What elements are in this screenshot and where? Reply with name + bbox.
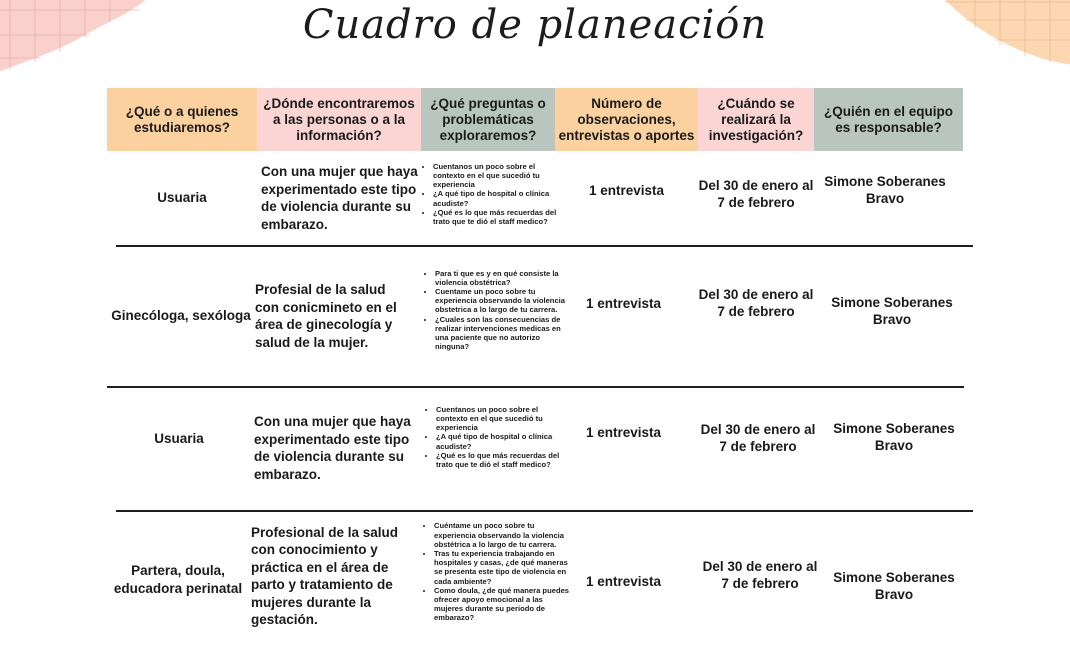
row2-who: Ginecóloga, sexóloga (111, 308, 251, 323)
question-item: • Cuentame un poco sobre tu experiencia observando la violencia obstetrica a lo largo de tu carrera. (435, 287, 571, 315)
question-item: • Tras tu experiencia trabajando en hospitales y casas, ¿de qué maneras se presenta este tipo de violencia en cada ambiente? (434, 549, 574, 586)
row3-where: Con una mujer que haya experimentado este tipo de violencia durante su embarazo. (254, 414, 411, 482)
row3-questions (426, 389, 566, 485)
row-divider (107, 386, 964, 388)
row1-who: Usuaria (157, 190, 207, 205)
row1-when: Del 30 de enero al 7 de febrero (698, 177, 814, 210)
question-item: • ¿A qué tipo de hospital o clínica acudiste? (436, 432, 566, 450)
header-when: ¿Cuándo se realizará la investigación? (698, 88, 814, 151)
question-item: • ¿A qué tipo de hospital o clínica acudiste? (433, 189, 568, 207)
header-who: ¿Qué o a quienes estudiaremos? (107, 88, 257, 151)
row2-when: Del 30 de enero al 7 de febrero (698, 286, 814, 319)
row2-questions (425, 252, 571, 368)
row-divider (116, 510, 973, 512)
row3-responsible: Simone Soberanes Bravo (833, 420, 955, 453)
question-item: • ¿Cuales son las consecuencias de realizar intervenciones medicas en una paciente que no autorizo ninguna? (435, 315, 571, 352)
question-item: • ¿Qué es lo que más recuerdas del trato que te dió el staff medico? (433, 208, 568, 226)
question-item: • Cuéntame un poco sobre tu experiencia observando la violencia obstétrica a lo largo de tu carrera. (434, 521, 574, 549)
row1-responsible: Simone Soberanes Bravo (824, 173, 946, 206)
row2-where: Profesial de la salud con conicmineto en el área de ginecología y salud de la mujer. (255, 282, 397, 350)
question-item: • Para ti que es y en qué consiste la violencia obstétrica? (435, 269, 571, 287)
row4-responsible: Simone Soberanes Bravo (833, 569, 955, 602)
row4-count: 1 entrevista (585, 573, 662, 589)
question-item: • ¿Qué es lo que más recuerdas del trato que te dió el staff medico? (436, 451, 566, 469)
row2-responsible: Simone Soberanes Bravo (831, 294, 953, 327)
row3-count: 1 entrevista (585, 424, 662, 440)
row1-count: 1 entrevista (588, 182, 665, 198)
row4-where: Profesional de la salud con conocimiento y práctica en el área de parto y tratamiento de mujeres durante la gestación. (251, 524, 399, 627)
row3-when: Del 30 de enero al 7 de febrero (700, 421, 816, 454)
header-where: ¿Dónde encontraremos a las personas o a la información? (257, 88, 421, 151)
row1-where: Con una mujer que haya experimentado este tipo de violencia durante su embarazo. (261, 164, 418, 232)
question-item: • Como doula, ¿de qué manera puedes ofrecer apoyo emocional a las mujeres durante su periodo de embarazo? (434, 586, 574, 623)
row3-who: Usuaria (154, 431, 204, 446)
row2-count: 1 entrevista (585, 295, 662, 311)
header-responsible: ¿Quién en el equipo es responsable? (814, 88, 963, 151)
row-divider (116, 245, 973, 247)
header-questions: ¿Qué preguntas o problemáticas exploraremos? (421, 88, 555, 151)
question-item: • Cuentanos un poco sobre el contexto en el que sucedió tu experiencia (436, 405, 566, 433)
row1-questions (423, 152, 568, 236)
question-item: • Cuentanos un poco sobre el contexto en el que sucedió tu experiencia (433, 162, 568, 190)
row4-when: Del 30 de enero al 7 de febrero (702, 558, 818, 591)
header-count: Número de observaciones, entrevistas o aportes (555, 88, 698, 151)
row4-who: Partera, doula, educadora perinatal (113, 563, 243, 596)
page-title: Cuadro de planeación (302, 2, 768, 48)
